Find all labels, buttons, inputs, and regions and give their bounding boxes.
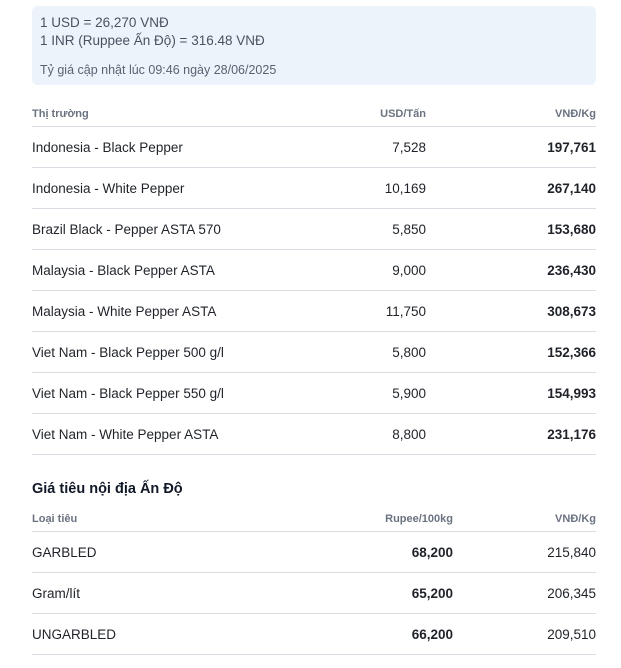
india-pepper-price-table (32, 510, 596, 655)
header-rupee: Rupee/100kg (385, 513, 453, 525)
market-name: Viet Nam - White Pepper ASTA (32, 426, 219, 442)
table-header (32, 510, 596, 532)
table-header (32, 105, 596, 127)
table-row (32, 573, 596, 614)
table-row (32, 532, 596, 573)
vnd-price: 197,761 (547, 139, 596, 155)
world-pepper-price-table (32, 105, 596, 455)
table-row (32, 291, 596, 332)
vnd-price: 231,176 (547, 426, 596, 442)
usd-price: 10,169 (384, 180, 426, 196)
pepper-type: UNGARBLED (32, 626, 117, 642)
inr-rate: 1 INR (Ruppee Ấn Độ) = 316.48 VNĐ (40, 33, 265, 48)
header-market: Thị trường (32, 108, 89, 120)
header-vnd: VNĐ/Kg (555, 513, 596, 525)
usd-price: 5,800 (392, 344, 426, 360)
usd-price: 8,800 (392, 426, 426, 442)
vnd-price: 236,430 (547, 262, 596, 278)
pepper-type: Gram/lít (32, 585, 81, 601)
vnd-price: 308,673 (547, 303, 596, 319)
vnd-price: 209,510 (547, 626, 596, 642)
vnd-price: 215,840 (547, 544, 596, 560)
rate-updated-time: Tỷ giá cập nhật lúc 09:46 ngày 28/06/2025 (40, 63, 277, 77)
table-row (32, 127, 596, 168)
usd-price: 9,000 (392, 262, 426, 278)
table-row (32, 614, 596, 655)
india-section-title: Giá tiêu nội địa Ấn Độ (32, 481, 183, 497)
table-row (32, 414, 596, 455)
usd-rate: 1 USD = 26,270 VNĐ (40, 15, 169, 30)
vnd-price: 152,366 (547, 344, 596, 360)
usd-price: 7,528 (392, 139, 426, 155)
usd-price: 11,750 (385, 303, 426, 319)
usd-price: 5,900 (392, 385, 426, 401)
market-name: Viet Nam - Black Pepper 550 g/l (32, 385, 224, 401)
market-name: Indonesia - Black Pepper (32, 139, 183, 155)
vnd-price: 267,140 (547, 180, 596, 196)
table-row (32, 373, 596, 414)
market-name: Viet Nam - Black Pepper 500 g/l (32, 344, 224, 360)
header-vnd: VNĐ/Kg (555, 108, 596, 120)
header-type: Loại tiêu (32, 513, 78, 525)
table-row (32, 168, 596, 209)
table-row (32, 250, 596, 291)
rupee-price: 66,200 (411, 626, 453, 642)
rupee-price: 68,200 (411, 544, 453, 560)
table-row (32, 332, 596, 373)
market-name: Malaysia - Black Pepper ASTA (32, 262, 215, 278)
market-name: Malaysia - White Pepper ASTA (32, 303, 217, 319)
table-row (32, 209, 596, 250)
vnd-price: 206,345 (547, 585, 596, 601)
vnd-price: 154,993 (547, 385, 596, 401)
usd-price: 5,850 (392, 221, 426, 237)
rupee-price: 65,200 (411, 585, 453, 601)
pepper-type: GARBLED (32, 544, 97, 560)
market-name: Indonesia - White Pepper (32, 180, 185, 196)
header-usd: USD/Tấn (380, 108, 426, 120)
vnd-price: 153,680 (547, 221, 596, 237)
exchange-rate-box (32, 6, 596, 85)
market-name: Brazil Black - Pepper ASTA 570 (32, 221, 221, 237)
